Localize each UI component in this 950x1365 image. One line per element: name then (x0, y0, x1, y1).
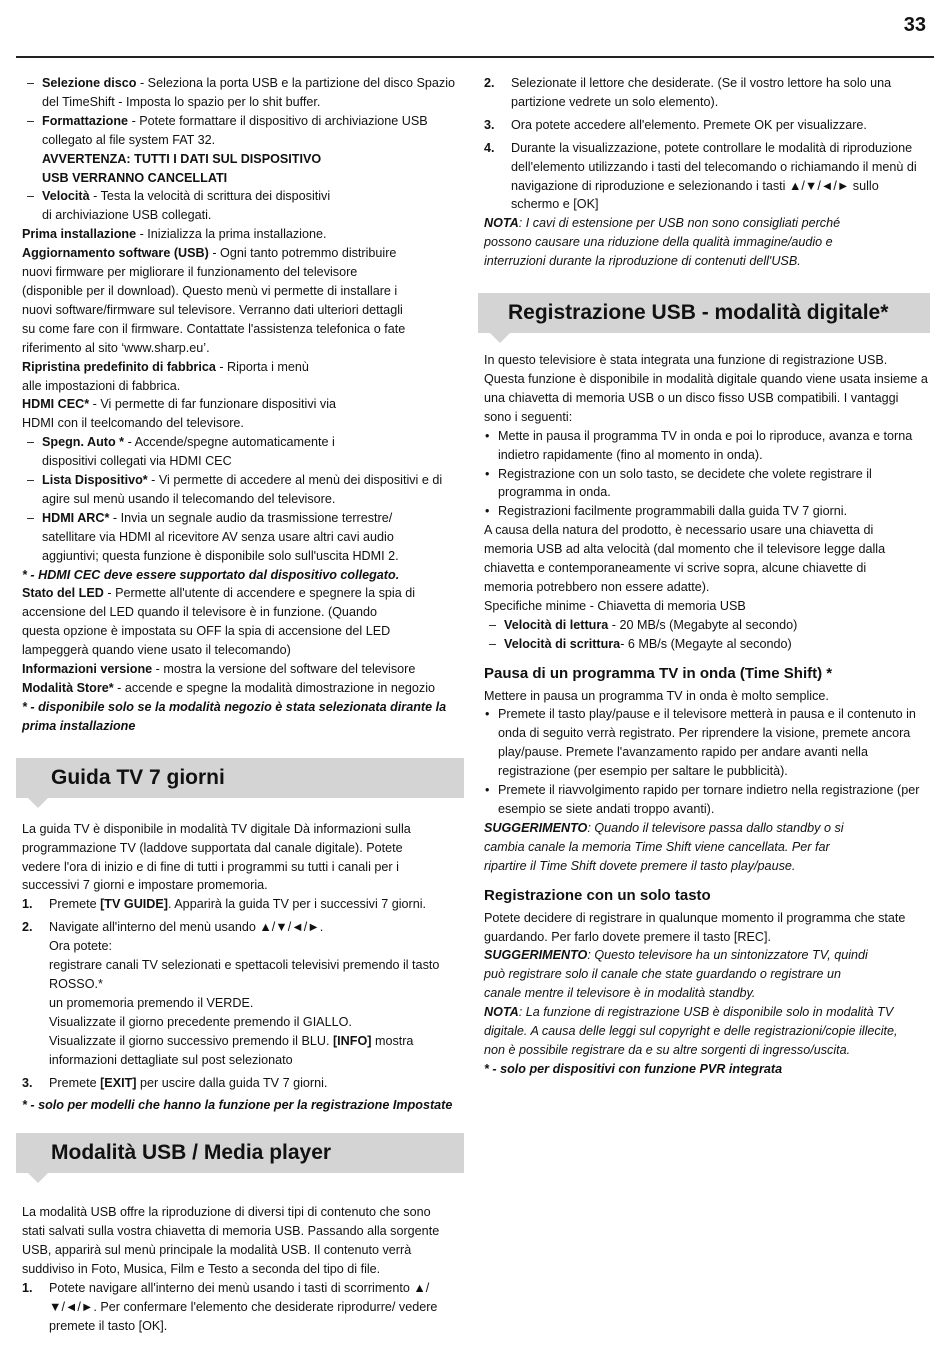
pvr-note: * - solo per dispositivi con funzione PVR integrata (484, 1061, 783, 1076)
format-warning: AVVERTENZA: TUTTI I DATI SUL DISPOSITIVO USB VERRANNO CANCELLATI (42, 151, 322, 185)
right-column (484, 74, 928, 1079)
section-title-usb-media: Modalità USB / Media player (51, 1141, 332, 1165)
modalita-store: Modalità Store* - accende e spegne la modalità dimostrazione in negozio (22, 681, 436, 695)
guida-step-2: 2. Navigate all'interno del menù usando ▲/▼/◄/►. (22, 920, 324, 935)
guida-step-1: 1. Premete [TV GUIDE]. Apparirà la guida TV per i successivi 7 giorni. (22, 897, 427, 912)
pausa-bullet: • Premete il tasto play/pause e il televisore metterà in pausa e il contenuto in onda di seguito verrà registrato. Per riprendere la visione, premete ancora play/pause. Premete l'avanzamento rapido per andare avanti nella registrazione (per esempio per saltare le pubblicità). (484, 705, 928, 781)
nota-cavi: NOTA: I cavi di estensione per USB non sono consigliati perché possono causare una riduzione della qualità immagine/audio e interruzioni durante la riproduzione di contenuti dell'USB. (484, 216, 841, 269)
reg-bullet: • Mette in pausa il programma TV in onda e poi lo riproduce, avanza e torna indietro rapidamente (fino al momento in onda). (484, 427, 918, 465)
guida-intro: La guida TV è disponibile in modalità TV digitale Dà informazioni sulla programmazione TV (laddove supportata dal canale digitale). Potete vedere l'ora di inizio e di fine di tutti i programmi su tutti i canali per i successivi 7 giorni e impostare promemoria. (22, 821, 411, 893)
reg-speed-read: – Velocità di lettura - 20 MB/s (Megabyte al secondo) (484, 616, 928, 635)
reg-bullet: • Registrazione con un solo tasto, se decidete che volete registrare il programma in onda. (484, 465, 908, 503)
reg-spec: Specifiche minime - Chiavetta di memoria USB (484, 598, 746, 613)
reg-speed-write: – Velocità di scrittura- 6 MB/s (Megayte al secondo) (484, 635, 928, 654)
subheading-registrazione-tasto: Registrazione con un solo tasto (484, 886, 711, 904)
section-header-guida-tv (16, 758, 464, 798)
hdmi-cec: HDMI CEC* - Vi permette di far funzionare dispositivi via HDMI con il teelcomando del televisore. (22, 397, 337, 431)
usb-step-4: 4. Durante la visualizzazione, potete controllare le modalità di riproduzione dell'elemento utilizzando i tasti del telecomando o richiamando il menù di navigazione di riproduzione e selezionando i tasti ▲/▼/◄/► sullo schermo e [OK] (484, 140, 917, 212)
left-column (22, 74, 462, 1336)
usb-intro: La modalità USB offre la riproduzione di diversi tipi di contenuto che sono stati salvati sulla vostra chiavetta di memoria USB. Passando alla sorgente USB, apparirà sul menù principale la modalità USB. Il contenuto verrà suddiviso in Foto, Musica, Film e Testo a seconda del tipo di file. (22, 1205, 440, 1277)
guida-step-2-options: Ora potete: registrare canali TV selezionati e spettacoli televisivi premendo il tasto ROSSO.* un promemoria premendo il VERDE. Visualizzate il giorno precedente premendo il GIALLO. Visualizzate il giorno successivo premendo il BLU. [INFO] mostra informazioni dettagliate sul post selezionato (49, 939, 440, 1067)
section-title-registrazione-usb: Registrazione USB - modalità digitale* (508, 301, 889, 325)
section-header-pointer (28, 798, 48, 808)
hdmi-item-spegn-auto: – Spegn. Auto * - Accende/spegne automaticamente i dispositivi collegati via HDMI CEC (22, 433, 372, 471)
usb-item-selezione-disco: – Selezione disco - Seleziona la porta USB e la partizione del disco Spazio del TimeShift - Imposta lo spazio per lo shit buffer. (22, 74, 462, 112)
prima-installazione: Prima installazione - Inizializza la prima installazione. (22, 227, 327, 242)
guida-note: * - solo per modelli che hanno la funzione per la registrazione Impostate (22, 1098, 453, 1113)
usb-item-formattazione: – Formattazione - Potete formattare il dispositivo di archiviazione USB collegato al file system FAT 32. AVVERTENZA: TUTTI I DATI SUL DISPOSITIVO USB VERRANNO CANCELLATI (22, 112, 462, 188)
subheading-pausa: Pausa di un programma TV in onda (Time Shift) * (484, 664, 833, 682)
pausa-bullet: • Premete il riavvolgimento rapido per tornare indietro nella registrazione (per esempio se siete andati troppo avanti). (484, 781, 928, 819)
page-number: 33 (903, 14, 926, 36)
ripristina-fabbrica: Ripristina predefinito di fabbrica - Riporta i menù alle impostazioni di fabbrica. (22, 359, 309, 393)
hdmi-cec-note: * - HDMI CEC deve essere supportato dal dispositivo collegato. (22, 567, 400, 582)
hdmi-item-arc: – HDMI ARC* - Invia un segnale audio da trasmissione terrestre/ satellitare via HDMI al ricevitore AV senza usare altri cavi audio aggiuntivi; questa funzione è disponibile solo sull'uscita HDMI 2. (22, 509, 442, 566)
aggiornamento-software: Aggiornamento software (USB) - Ogni tanto potremmo distribuire nuovi firmware per migliorare il funzionamento del televisore (disponible per il download). Questo menù vi permette di installare i nuovi software/firmware sul televisore. Verranno dati ulteriori dettagli su come fare con il firmware. Contattate l'assistenza telefonica o fate riferimento al sito ‘www.sharp.eu’. (22, 246, 406, 355)
informazioni-versione: Informazioni versione - mostra la versione del software del televisore (22, 662, 416, 677)
section-header-usb-media (16, 1133, 464, 1173)
reg-text-2: A causa della natura del prodotto, è necessario usare una chiavetta di memoria USB ad alta velocità (dal momento che il televisore legge dalla chiavetta e contemporaneamente vi scrive sopra, alcune chiavette di memoria potrebbero non essere adatte). (484, 523, 886, 594)
section-title-guida-tv: Guida TV 7 giorni (51, 765, 225, 789)
store-note: * - disponibile solo se la modalità negozio è stata selezionata dirante la prima installazione (22, 699, 447, 733)
usb-step-2: 2. Selezionate il lettore che desiderate. (Se il vostro lettore ha solo una partizione vedrete un solo elemento). (484, 76, 892, 109)
usb-step-3: 3. Ora potete accedere all'elemento. Premete OK per visualizzare. (484, 117, 867, 132)
onetouch-text: Potete decidere di registrare in qualunque momento il programma che state guardando. Per farlo dovete premere il tasto [REC]. (484, 910, 906, 944)
usb-item-velocita: – Velocità - Testa la velocità di scrittura dei dispositivi di archiviazione USB collegati. (22, 187, 332, 225)
suggerimento-timeshift: SUGGERIMENTO: Quando il televisore passa dallo standby o si cambia canale la memoria Time Shift viene cancellata. Per far ripartire il Time Shift dovete premere il tasto play/pause. (484, 820, 844, 873)
usb-step-1: 1. Potete navigare all'interno dei menù usando i tasti di scorrimento ▲/▼/◄/►. Per confermare l'elemento che desiderate riprodurre/ vedere premete il tasto [OK]. (22, 1280, 438, 1333)
hdmi-item-lista-dispositivo: – Lista Dispositivo* - Vi permette di accedere al menù dei dispositivi e di agire sul menù usando il telecomando del televisore. (22, 471, 462, 509)
suggerimento-sintonizzatore: SUGGERIMENTO: Questo televisore ha un sintonizzatore TV, quindi può registrare solo il canale che state guardando o registrare un canale mentre il televisore è in modalità standby. (484, 948, 868, 1001)
nota-registrazione: NOTA: La funzione di registrazione USB è disponibile solo in modalità TV digitale. A causa delle leggi sul copyright e delle registrazioni/copie illecite, non è possibile registrare da e su altre sorgenti di ingresso/uscita. (484, 1005, 898, 1057)
pausa-intro: Mettere in pausa un programma TV in onda è molto semplice. (484, 688, 829, 703)
guida-step-3: 3. Premete [EXIT] per uscire dalla guida TV 7 giorni. (22, 1075, 328, 1090)
section-header-pointer (28, 1173, 48, 1183)
reg-bullet: • Registrazioni facilmente programmabili dalla guida TV 7 giorni. (484, 502, 928, 521)
stato-led: Stato del LED - Permette all'utente di accendere e spegnere la spia di accensione del LED quando il televisore è in funzione. (Quando questa opzione è impostata su OFF la spia di accensione del LED lampeggerà quando viene usato il telecomando) (22, 586, 416, 658)
header-rule (16, 56, 934, 58)
section-header-registrazione-usb (478, 293, 930, 333)
section-header-pointer (490, 333, 510, 343)
reg-intro: In questo televisiore è stata integrata una funzione di registrazione USB. Questa funzione è disponibile in modalità digitale quando viene usata insieme a una chiavetta di memoria USB o un disco fisso USB compatibili. I vantaggi sono i seguenti: (484, 353, 928, 424)
